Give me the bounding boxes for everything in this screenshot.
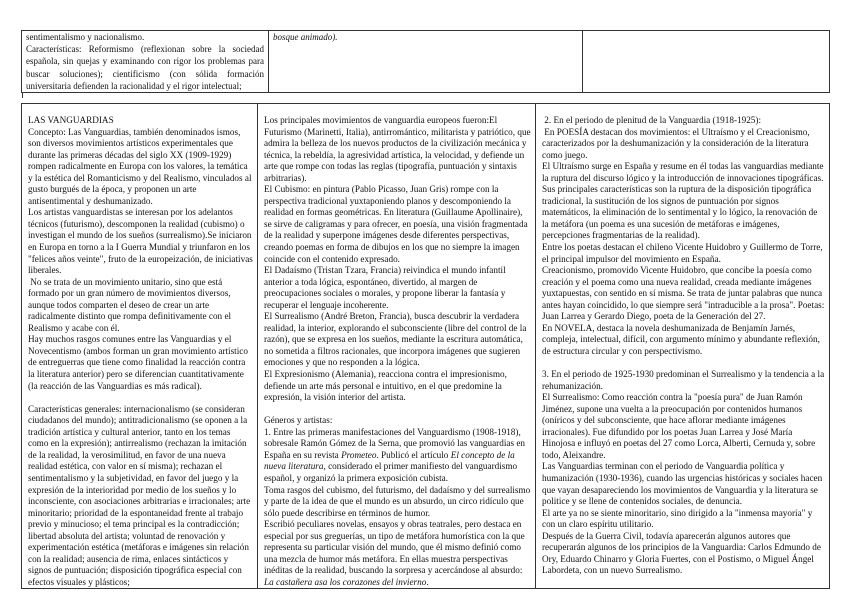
italic-text: bosque animado). [273,32,338,42]
stray-mark [22,93,23,98]
paragraph: El Dadaísmo (Tristan Tzara, Francia) reivindica el mundo infantil anterior a toda lógica, espontáneo, divertido, al margen de preocupaciones sociales o morales, y propone liberar la fantasía y recuperar el lenguaje incoherente. [264,265,506,310]
top-cell-2 [269,31,583,93]
top-cell-1 [22,31,269,93]
main-table [21,103,830,589]
paragraph: No se trata de un movimiento unitario, sino que está formado por un gran número de movimientos diversos, aunque todos comparten el deseo de crear un arte radicalmente distinto que rompa definitivamente con el Realismo y acabe con él. [28,276,234,333]
paragraph: El Surrealismo (André Breton, Francia), busca descubrir la verdadera realidad, la interior, explorando el subconsciente (libre del control de la razón), que se expresa en los sueños, mediante la escritura automática, no sometida a filtros racionales, que incorpora imágenes que sugieren emociones y que no responden a la lógica. [264,311,527,368]
paragraph: 1. Entre las primeras manifestaciones del Vanguardismo (1908-1918), sobresale Ramón Gómez de la Serna, que promovió las vanguardias en España en su revista Prometeo. Publicó el artículo El concepto de la nueva literatura, considerado el primer manifiesto del vanguardismo español, y organizó la primera exposición cubista. [264,426,526,483]
text-line: sentimentalismo y nacionalismo. [26,32,145,42]
paragraph: Hay muchos rasgos comunes entre las Vanguardias y el Novecentismo (ambos forman un gran movimiento artístico de entreguerras que tiene como finalidad la reacción contra la literatura anterior) pero se diferencian cuantitativamente (la reacción de las Vanguardias es más radical). [28,334,248,391]
section-title: LAS VANGUARDIAS [28,115,114,125]
paragraph: 2. En el periodo de plenitud de la Vanguardia (1918-1925): [542,115,761,125]
paragraph: Las Vanguardias terminan con el periodo de Vanguardia política y humanización (1930-1936), cuando las urgencias históricas y sociales hacen que vayan desapareciendo los movimientos de Vanguardia y la literatura se politice y se llene de contenidos sociales, de denuncia. [542,461,823,507]
paragraph: Características generales: internacionalismo (se consideran ciudadanos del mundo); antitradicionalismo (se oponen a la tradición artística y cultural anterior, tanto en los temas como en la expresión); antirrealismo (rechazan la imitación de la realidad, la verosimilitud, en favor de una nueva realidad estética, con valor en sí misma); rechazan el sentimentalismo y la subjetividad, en favor del juego y la expresión de la interioridad por medio de los sueños y lo inconsciente, con asociaciones arbitrarias e irracionales; arte minoritario; prioridad de la espontaneidad frente al trabajo previo y minucioso; el tema principal es la contradicción; libertad absoluta del artista; voluntad de renovación y experimentación estética (metáforas e imágenes sin relación con la realidad; ausencia de rima, enlaces sintácticos y signos de puntuación; disposición tipográfica especial con efectos visuales y plásticos; [28,403,251,587]
paragraph: Los principales movimientos de vanguardia europeos fueron:El Futurismo (Marinetti, Italia), antirromántico, militarista y patriótico, que admira la belleza de los nuevos productos de la civilización mecánica y técnica, la rebeldía, la agresividad artística, la velocidad, y defiende un arte que rompe con todas las reglas (tipografía, puntuación y sintaxis arbitrarias). [264,115,531,183]
paragraph: 3. En el periodo de 1925-1930 predominan el Surrealismo y la tendencia a la rehumanización. [542,369,825,391]
paragraph: Los artistas vanguardistas se interesan por los adelantos técnicos (futurismo), descomponen la realidad (cubismo) o investigan el mundo de los sueños (surrealismo).Se iniciaron en Europa en torno a la I Guerra Mundial y triunfaron en los "felices años veinte", fruto de la europeización, de iniciativas liberales. [28,207,253,276]
column-3 [536,104,830,589]
paragraph: Entre los poetas destacan el chileno Vicente Huidobro y Guillermo de Torre, el principal impulsor del movimiento en España. [542,242,823,264]
top-table [21,30,830,93]
top-cell-3 [583,31,830,93]
paragraph: El Surrealismo: Como reacción contra la "poesía pura" de Juan Ramón Jiménez, supone una vuelta a la preocupación por contenidos humanos (oníricos y del subconsciente, que hace aflorar mediante imágenes irracionales). Fue difundido por los poetas Juan Larrea y José María Hinojosa e influyó en poetas del 27 como Lorca, Alberti, Cernuda y, sobre todo, Aleixandre. [542,392,816,460]
paragraph: El arte ya no se siente minoritario, sino dirigido a la "inmensa mayoría" y con un claro espíritu utilitario. [542,507,813,530]
paragraph: Después de la Guerra Civil, todavía aparecerán algunos autores que recuperarán algunos de los principios de la Vanguardia: Carlos Edmundo de Ory, Eduardo Chinarro y Gloria Fuertes, con el Postismo, o Miguel Ángel Labordeta, con un nuevo Surrealismo. [542,530,821,576]
column-1 [22,104,258,589]
paragraph: El Cubismo: en pintura (Pablo Picasso, Juan Gris) rompe con la perspectiva tradicional yuxtaponiendo planos y descomponiendo la realidad en formas geométricas. En literatura (Guillaume Apollinaire), se sirve de caligramas y para ofrecer, en poesía, una visión fragmentada de la realidad y superpone imágenes desde diferentes perspectivas, creando poemas en forma de dibujos en los que no siempre la imagen coincide con el contenido expresado. [264,184,528,264]
paragraph: Toma rasgos del cubismo, del futurismo, del dadaísmo y del surrealismo y parte de la idea de que el mundo es un absurdo, un circo ridículo que sólo puede describirse en términos de humor. [264,484,531,518]
paragraph: En NOVELA, destaca la novela deshumanizada de Benjamín Jarnés, compleja, intelectual, difícil, con argumento mínimo y abundante reflexión, de estructura circular y con perspectivismo. [542,322,820,356]
subheading: Géneros y artistas: [264,415,333,426]
italic-text: El concepto de la nueva literatura [264,449,515,472]
paragraph: Escribió peculiares novelas, ensayos y obras teatrales, pero destaca en especial por sus greguerías, un tipo de metáfora humorística con la que representa su particular visión del mundo, que él mismo definió como una mezcla de humor más metáfora. En ellas muestra perspectivas inéditas de la realidad, buscando la sorpresa y acercándose al absurdo: La castañera asa los corazones del invierno. [264,519,525,587]
paragraph: El Ultraísmo surge en España y resume en él todas las vanguardias mediante la ruptura del discurso lógico y la introducción de innovaciones tipográficas. Sus principales características son la ruptura de la disposición tipográfica tradicional, la sustitución de los signos de puntuación por signos matemáticos, la eliminación de lo sentimental y lo lógico, la renovación de la metáfora (un poema es una sucesión de metáforas e imágenes, percepciones fragmentarias de la realidad). [542,161,824,241]
paragraph: En POESÍA destacan dos movimientos: el Ultraísmo y el Creacionismo, caracterizados por la deshumanización y la consideración de la literatura como juego. [542,126,812,160]
italic-text: Prometeo [341,449,377,460]
italic-text: La castañera asa los corazones del invierno [264,576,427,587]
column-2 [258,104,536,589]
paragraph: Concepto: Las Vanguardias, también denominados ismos, son diversos movimientos artísticos experimentales que durante las primeras décadas del siglo XX (1909-1929) rompen radicalmente en Europa con los valores, la temática y la estética del Romanticismo y del Realismo, vinculados al gusto burgués de la época, y proponen un arte antisentimental y deshumanizado. [28,126,252,206]
paragraph: Creacionismo, promovido Vicente Huidobro, que concibe la poesía como creación y el poema como una nueva realidad, creada mediante imágenes yuxtapuestas, con sentido en sí misma. Se trata de juntar palabras que nunca antes hayan coincidido, lo que siempre será "intraducible a la prosa". Poetas: Juan Larrea y Gerardo Diego, poeta de la Generación del 27. [542,265,825,322]
text-paragraph: Características: Reformismo (reflexionan sobre la sociedad española, sin quejas y examinando con rigor los problemas para buscar soluciones); cientificismo (con sólida formación universitaria defienden la racionalidad y el rigor intelectual; [26,44,264,91]
paragraph: El Expresionismo (Alemania), reacciona contra el impresionismo, defiende un arte más personal e intuitivo, en el que predomine la expresión, la visión interior del artista. [264,369,507,403]
